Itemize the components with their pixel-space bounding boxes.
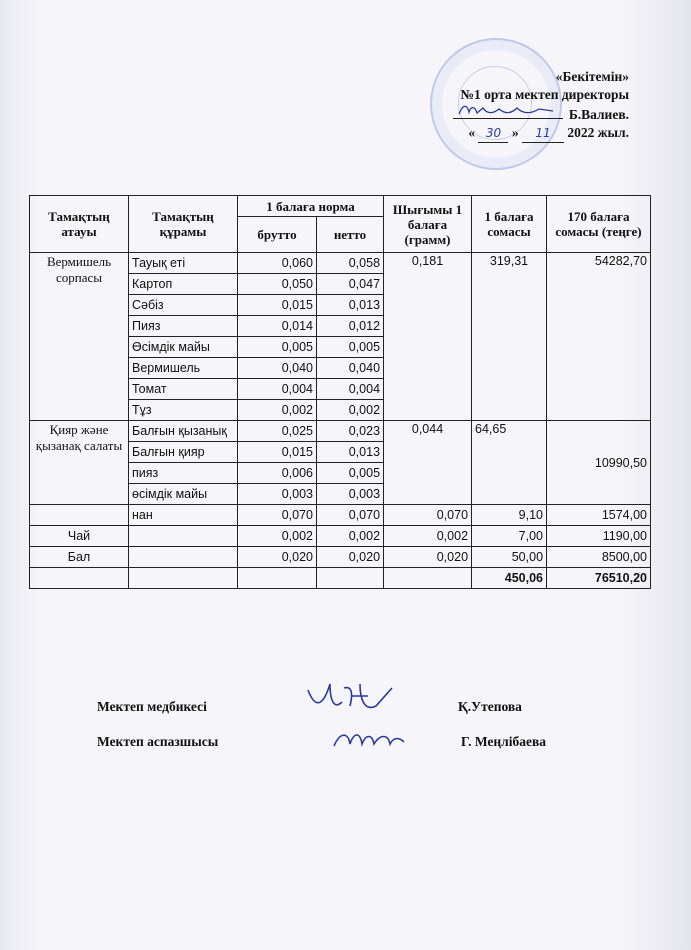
brutto-value: 0,025: [238, 421, 317, 442]
output-value: 0,002: [384, 526, 472, 547]
cost-170-value: 54282,70: [547, 253, 651, 421]
netto-value: 0,058: [317, 253, 384, 274]
brutto-value: 0,005: [238, 337, 317, 358]
ingredient-name: өсімдік майы: [129, 484, 238, 505]
brutto-value: 0,050: [238, 274, 317, 295]
output-value: 0,070: [384, 505, 472, 526]
brutto-value: 0,020: [238, 547, 317, 568]
nurse-role: Мектеп медбикесі: [97, 699, 207, 714]
table-row: [30, 505, 651, 526]
header-dish: Тамақтың атауы: [30, 196, 129, 253]
ingredient-name: пияз: [129, 463, 238, 484]
empty-cell: [129, 568, 238, 589]
cost-one-value: 50,00: [472, 547, 547, 568]
netto-value: 0,047: [317, 274, 384, 295]
empty-cell: [317, 568, 384, 589]
netto-value: 0,005: [317, 463, 384, 484]
ingredient-name: [129, 547, 238, 568]
cost-one-value: 9,10: [472, 505, 547, 526]
total-cost-one: 450,06: [472, 568, 547, 589]
dish-name: Чай: [30, 526, 129, 547]
approval-block: [453, 68, 629, 143]
dish-name: Бал: [30, 547, 129, 568]
ingredient-name: Балғын қызанық: [129, 421, 238, 442]
brutto-value: 0,003: [238, 484, 317, 505]
cost-one-value: 64,65: [472, 421, 547, 505]
director-name: Б.Валиев.: [568, 107, 629, 122]
dish-name: Қияр және қызанақ салаты: [30, 421, 129, 505]
cost-170-value: 10990,50: [547, 421, 651, 505]
date-day: 30: [478, 124, 508, 143]
ingredient-name: Өсімдік майы: [129, 337, 238, 358]
cost-170-value: 1574,00: [547, 505, 651, 526]
brutto-value: 0,006: [238, 463, 317, 484]
ingredient-name: Картоп: [129, 274, 238, 295]
cook-signature-icon: [330, 726, 410, 756]
approval-position: №1 орта мектеп директоры: [460, 87, 629, 102]
nurse-signature-icon: [300, 676, 400, 720]
netto-value: 0,002: [317, 400, 384, 421]
director-signature-icon: [453, 102, 563, 118]
brutto-value: 0,002: [238, 400, 317, 421]
ingredient-name: Балғын қияр: [129, 442, 238, 463]
brutto-value: 0,015: [238, 442, 317, 463]
ingredient-name: Тұз: [129, 400, 238, 421]
dish-name: Вермишель сорпасы: [30, 253, 129, 421]
date-month: 11: [522, 124, 564, 143]
brutto-value: 0,060: [238, 253, 317, 274]
ingredient-name: нан: [129, 505, 238, 526]
approval-date: [453, 124, 629, 143]
dish-name: [30, 505, 129, 526]
ingredient-name: Сәбіз: [129, 295, 238, 316]
ingredient-name: [129, 526, 238, 547]
table-row: [30, 421, 651, 442]
ingredient-name: Тауық еті: [129, 253, 238, 274]
header-cost-one: 1 балаға сомасы: [472, 196, 547, 253]
table-body: [30, 253, 651, 589]
approval-title: «Бекітемін»: [555, 69, 629, 84]
header-output: Шығымы 1 балаға (грамм): [384, 196, 472, 253]
total-cost-170: 76510,20: [547, 568, 651, 589]
netto-value: 0,004: [317, 379, 384, 400]
date-year: 2022 жыл.: [567, 125, 629, 140]
brutto-value: 0,014: [238, 316, 317, 337]
empty-cell: [384, 568, 472, 589]
table-row: [30, 526, 651, 547]
header-cost-170: 170 балаға сомасы (теңге): [547, 196, 651, 253]
cost-170-value: 8500,00: [547, 547, 651, 568]
netto-value: 0,012: [317, 316, 384, 337]
cost-170-value: 1190,00: [547, 526, 651, 547]
empty-cell: [30, 568, 129, 589]
cook-role: Мектеп аспазшысы: [97, 734, 219, 749]
header-composition: Тамақтың құрамы: [129, 196, 238, 253]
header-brutto: брутто: [238, 217, 317, 253]
header-norm: 1 балаға норма: [238, 196, 384, 217]
empty-cell: [238, 568, 317, 589]
brutto-value: 0,040: [238, 358, 317, 379]
netto-value: 0,002: [317, 526, 384, 547]
table-row: [30, 253, 651, 274]
ingredient-name: Вермишель: [129, 358, 238, 379]
output-value: 0,181: [384, 253, 472, 421]
ingredient-name: Пияз: [129, 316, 238, 337]
cost-one-value: 319,31: [472, 253, 547, 421]
cost-one-value: 7,00: [472, 526, 547, 547]
header-netto: нетто: [317, 217, 384, 253]
date-open-quote: «: [468, 125, 476, 140]
menu-table: [29, 195, 651, 589]
output-value: 0,020: [384, 547, 472, 568]
table-row: [30, 547, 651, 568]
netto-value: 0,020: [317, 547, 384, 568]
brutto-value: 0,004: [238, 379, 317, 400]
output-value: 0,044: [384, 421, 472, 505]
nurse-name: Қ.Утепова: [458, 699, 522, 714]
netto-value: 0,070: [317, 505, 384, 526]
netto-value: 0,005: [317, 337, 384, 358]
cook-name: Г. Меңлібаева: [461, 734, 547, 749]
netto-value: 0,003: [317, 484, 384, 505]
netto-value: 0,013: [317, 295, 384, 316]
brutto-value: 0,015: [238, 295, 317, 316]
total-row: [30, 568, 651, 589]
director-signature: [453, 104, 563, 119]
netto-value: 0,013: [317, 442, 384, 463]
date-close-quote: »: [511, 125, 519, 140]
brutto-value: 0,070: [238, 505, 317, 526]
brutto-value: 0,002: [238, 526, 317, 547]
ingredient-name: Томат: [129, 379, 238, 400]
approval-signature-line: [453, 104, 629, 124]
netto-value: 0,040: [317, 358, 384, 379]
netto-value: 0,023: [317, 421, 384, 442]
